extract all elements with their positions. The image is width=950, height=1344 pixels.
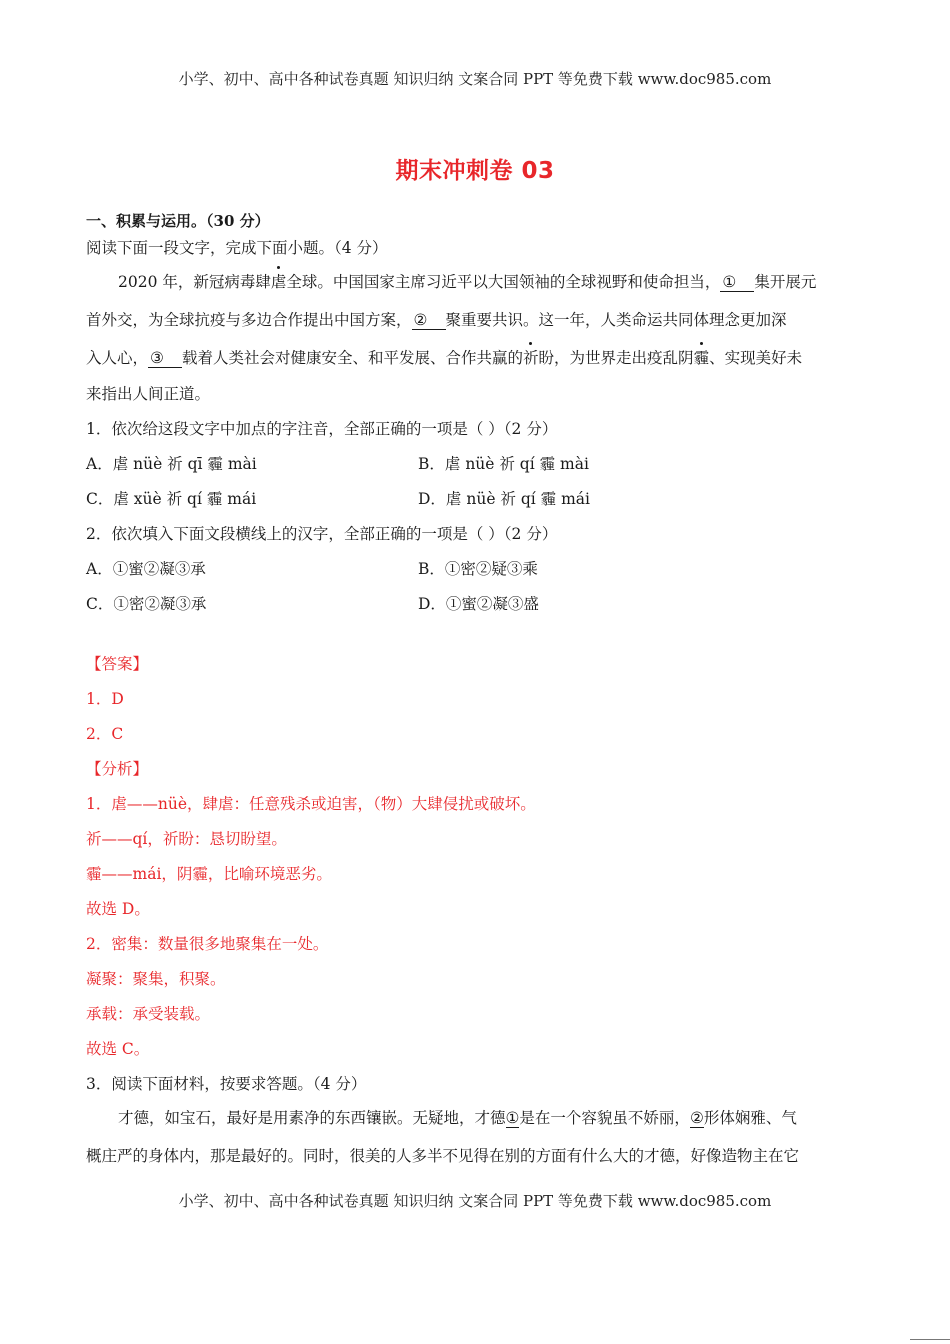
passage-line-2: 首外交，为全球抗疫与多边合作提出中国方案， ② 聚重要共识。这一年，人类命运共同体理念更加深	[86, 311, 787, 329]
question-1-option-c: C．虐 xüè 祈 qí 霾 mái	[86, 490, 257, 508]
question-2-option-d: D．①蜜②凝③盛	[418, 595, 539, 613]
analysis-label: 【分析】	[86, 760, 149, 778]
blank-2: ②	[412, 311, 446, 330]
analysis-line-2: 祈——qí，祈盼：恳切盼望。	[86, 830, 287, 848]
section-heading: 一、积累与运用。（30 分）	[86, 212, 270, 230]
question-2-option-a: A．①蜜②凝③承	[86, 560, 206, 578]
passage-line-3: 入人心， ③ 载着人类社会对健康安全、和平发展、合作共赢的祈盼，为世界走出疫乱阴霾、实现美好未	[86, 346, 802, 368]
question-2-stem: 2．依次填入下面文段横线上的汉字，全部正确的一项是（ ）（2 分）	[86, 525, 558, 543]
analysis-line-4: 故选 D。	[86, 900, 150, 918]
question-3-passage-line-1: 才德，如宝石，最好是用素净的东西镶嵌。无疑地，才德①是在一个容貌虽不娇丽，②形体娴雅、气	[118, 1109, 797, 1127]
passage-intro: 阅读下面一段文字，完成下面小题。（4 分）	[86, 239, 388, 257]
question-1-option-d: D．虐 nüè 祈 qí 霾 mái	[418, 490, 590, 508]
page-footer: 小学、初中、高中各种试卷真题 知识归纳 文案合同 PPT 等免费下载 www.doc985.com	[178, 1192, 772, 1210]
question-1-stem: 1．依次给这段文字中加点的字注音，全部正确的一项是（ ）（2 分）	[86, 420, 558, 438]
passage-line-4: 来指出人间正道。	[86, 385, 211, 403]
question-3-passage-line-2: 概庄严的身体内，那是最好的。同时，很美的人多半不见得在别的方面有什么大的才德，好像造物主在它	[86, 1147, 800, 1165]
page-corner-mark	[910, 1339, 950, 1344]
analysis-line-6: 凝聚：聚集，积聚。	[86, 970, 226, 988]
answer-label: 【答案】	[86, 655, 149, 673]
page-title: 期末冲刺卷 03	[395, 158, 555, 184]
blank-1: ①	[720, 273, 754, 292]
answer-2: 2．C	[86, 725, 124, 743]
question-3-stem: 3．阅读下面材料，按要求答题。（4 分）	[86, 1075, 367, 1093]
page-header: 小学、初中、高中各种试卷真题 知识归纳 文案合同 PPT 等免费下载 www.doc985.com	[178, 70, 772, 88]
question-1-option-b: B．虐 nüè 祈 qí 霾 mài	[418, 455, 589, 473]
analysis-line-5: 2．密集：数量很多地聚集在一处。	[86, 935, 329, 953]
analysis-line-1: 1．虐——nüè，肆虐：任意残杀或迫害，（物）大肆侵扰或破坏。	[86, 795, 536, 813]
question-1-option-a: A．虐 nüè 祈 qī 霾 mài	[86, 455, 257, 473]
question-2-option-b: B．①密②疑③乘	[418, 560, 538, 578]
analysis-line-8: 故选 C。	[86, 1040, 150, 1058]
question-2-option-c: C．①密②凝③承	[86, 595, 207, 613]
passage-line-1: 2020 年，新冠病毒肆虐全球。中国国家主席习近平以大国领袖的全球视野和使命担当， ① 集开展元	[118, 270, 816, 292]
blank-3: ③	[148, 349, 182, 368]
analysis-line-3: 霾——mái，阴霾，比喻环境恶劣。	[86, 865, 332, 883]
answer-1: 1．D	[86, 690, 124, 708]
analysis-line-7: 承载：承受装载。	[86, 1005, 211, 1023]
